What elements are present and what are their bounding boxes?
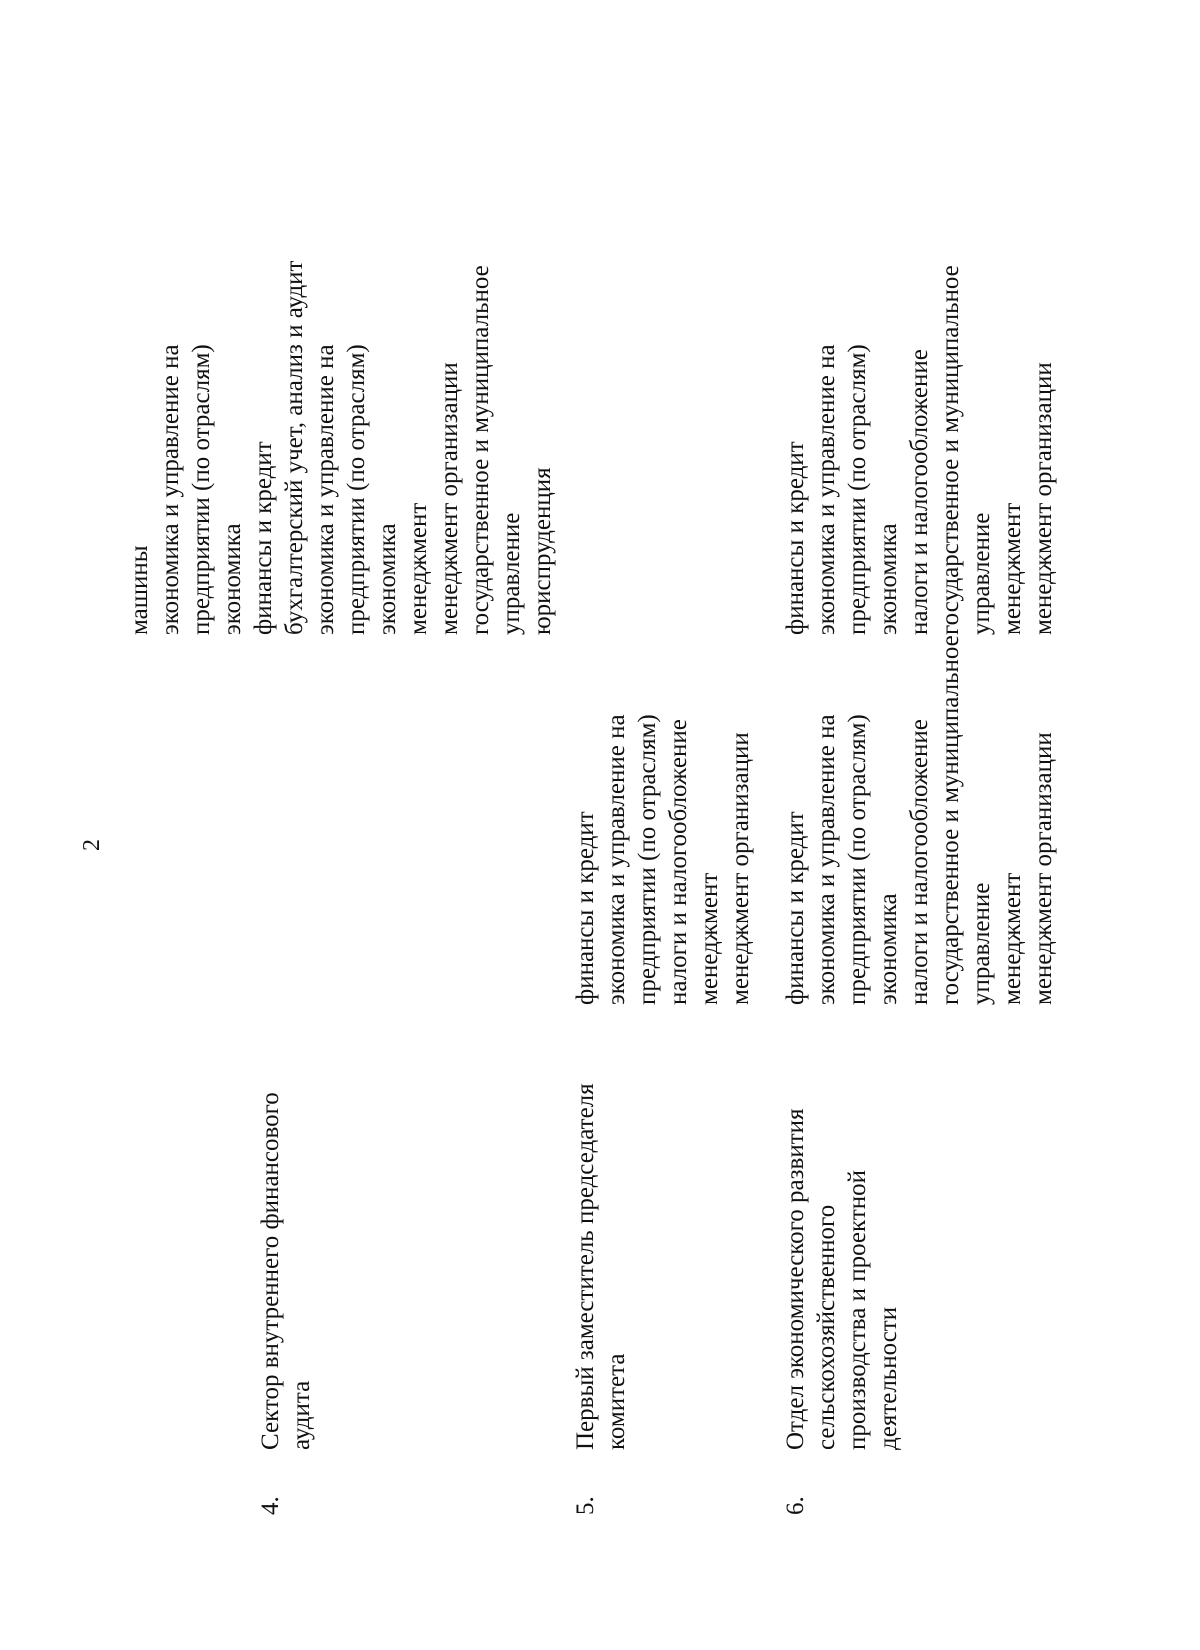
unit-line: Отдел экономического развития: [782, 1108, 809, 1450]
specialty-line: юриспруденция: [529, 467, 556, 635]
specialty-line: налоги и налогообложение: [665, 719, 692, 1005]
specialty-line: управление: [968, 512, 995, 635]
specialty-line: менеджмент организации: [1030, 732, 1057, 1005]
specialty-line: менеджмент: [405, 502, 432, 635]
specialty-line: экономика: [875, 523, 902, 635]
specialty-line: управление: [498, 512, 525, 635]
specialties-column-b: [124, 115, 558, 635]
specialty-line: налоги и налогообложение: [906, 719, 933, 1005]
specialty-line: государственное и муниципальное: [467, 265, 494, 635]
specialty-line: менеджмент: [999, 872, 1026, 1005]
specialty-line: управление: [968, 882, 995, 1005]
unit-name: [780, 970, 904, 1450]
specialty-line: машины: [126, 545, 153, 635]
unit-line: комитета: [603, 1353, 630, 1450]
specialty-line: финансы и кредит: [250, 441, 277, 635]
specialty-line: экономика и управление на: [312, 344, 339, 635]
specialty-line: финансы и кредит: [572, 811, 599, 1005]
specialty-line: предприятии (по отраслям): [634, 714, 661, 1005]
unit-line: Первый заместитель председателя: [572, 1083, 599, 1450]
specialty-line: предприятии (по отраслям): [844, 344, 871, 635]
specialty-line: экономика: [875, 893, 902, 1005]
specialty-line: экономика и управление на: [603, 714, 630, 1005]
specialty-line: финансы и кредит: [782, 811, 809, 1005]
unit-line: деятельности: [875, 1306, 902, 1450]
unit-line: производства и проектной: [844, 1169, 871, 1450]
specialty-line: бухгалтерский учет, анализ и аудит: [281, 260, 308, 635]
specialty-line: предприятии (по отраслям): [844, 714, 871, 1005]
row-number: 4.: [257, 1496, 284, 1515]
specialties-column-a: [570, 545, 756, 1005]
specialty-line: менеджмент организации: [727, 732, 754, 1005]
specialty-line: предприятии (по отраслям): [343, 344, 370, 635]
specialty-line: предприятии (по отраслям): [188, 344, 215, 635]
specialty-line: экономика: [374, 523, 401, 635]
specialty-line: менеджмент организации: [436, 362, 463, 635]
specialty-line: менеджмент: [999, 502, 1026, 635]
specialty-line: государственное и муниципальное: [937, 635, 964, 1005]
row-number: 6.: [782, 1496, 809, 1515]
unit-line: аудита: [288, 1380, 315, 1450]
page-number: 2: [79, 839, 105, 851]
specialty-line: налоги и налогообложение: [906, 349, 933, 635]
specialty-line: экономика и управление на: [157, 344, 184, 635]
specialty-line: экономика: [219, 523, 246, 635]
specialty-line: экономика и управление на: [813, 344, 840, 635]
specialty-line: менеджмент: [696, 872, 723, 1005]
unit-name: [255, 970, 317, 1450]
row-number: 5.: [572, 1496, 599, 1515]
specialty-line: экономика и управление на: [813, 714, 840, 1005]
specialty-line: государственное и муниципальное: [937, 265, 964, 635]
unit-name: [570, 970, 632, 1450]
specialties-column-b: [780, 115, 1059, 635]
unit-line: Сектор внутреннего финансового: [257, 1092, 284, 1450]
specialty-line: финансы и кредит: [782, 441, 809, 635]
unit-line: сельскохозяйственного: [813, 1204, 840, 1450]
specialty-line: менеджмент организации: [1030, 362, 1057, 635]
